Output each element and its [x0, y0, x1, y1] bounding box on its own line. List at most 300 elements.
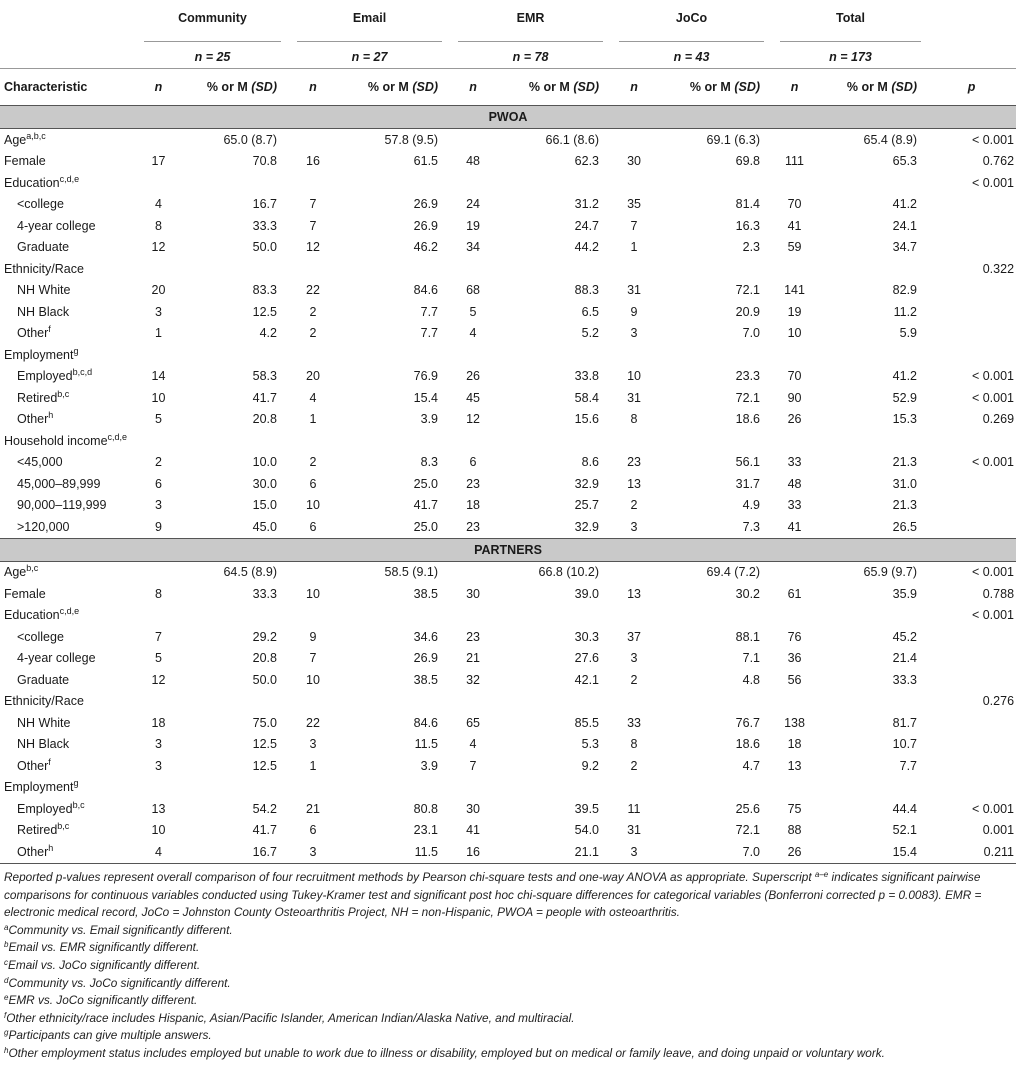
cell-n: 59 [787, 240, 802, 255]
cell-pct [181, 172, 289, 194]
row-label-superscript: b,c [57, 388, 70, 399]
cell-n: 3 [155, 758, 162, 773]
row-label-text: <college [17, 197, 64, 212]
cell-n: 2 [155, 455, 162, 470]
cell-p-value [929, 495, 1016, 517]
cell-n [136, 430, 181, 452]
cell-pct [337, 691, 450, 713]
cell-n: 10 [151, 390, 166, 405]
cell-n: 3 [630, 651, 638, 666]
table-row [0, 151, 1016, 173]
cell-pct [817, 605, 929, 627]
table-row [0, 841, 1016, 863]
group-size-row [0, 36, 1016, 69]
cell-pct: 16.7 [252, 197, 277, 212]
row-label-superscript: c,d,e [59, 173, 80, 184]
cell-pct [496, 430, 611, 452]
row-label-text: Employed [17, 369, 73, 384]
row-label-text: NH Black [17, 737, 70, 752]
cell-n [136, 691, 181, 713]
footnote-text: Email vs. EMR significantly different. [8, 940, 200, 955]
cell-p-value: < 0.001 [971, 390, 1015, 405]
row-label [0, 344, 136, 366]
cell-n [772, 172, 817, 194]
footnote [4, 1010, 1012, 1028]
row-label [0, 561, 136, 583]
table-row [0, 172, 1016, 194]
cell-n: 3 [611, 841, 657, 863]
cell-p-value [929, 430, 1016, 452]
cell-pct: 7.7 [899, 758, 918, 773]
cell-p-value [929, 215, 1016, 237]
cell-pct: 16.3 [735, 218, 761, 233]
row-label-text: Ethnicity/Race [4, 261, 84, 276]
cell-n: 26 [772, 841, 817, 863]
footnote-mark: c [4, 957, 8, 967]
row-label-superscript: a,b,c [26, 130, 46, 141]
footnote-mark: b [4, 940, 9, 950]
cell-n: 9 [309, 629, 317, 644]
cell-n: 8 [155, 586, 162, 601]
cell-pct: 25.7 [574, 498, 600, 513]
cell-pct: 32.9 [496, 516, 611, 538]
footnote [4, 1045, 1012, 1063]
cell-pct [496, 258, 611, 280]
cell-p-value: < 0.001 [971, 455, 1015, 470]
cell-n: 10 [306, 586, 320, 601]
footnote-mark: d [4, 975, 9, 985]
row-label-superscript: f [48, 756, 51, 767]
table-row [0, 280, 1016, 302]
row-label-text: NH Black [17, 304, 70, 319]
cell-n: 3 [630, 326, 638, 341]
cell-n: 45 [466, 390, 480, 405]
footnote-mark: e [4, 993, 9, 1003]
cell-pct: 65.0 (8.7) [223, 132, 277, 147]
cell-pct [817, 344, 929, 366]
table-row [0, 755, 1016, 777]
row-label [0, 734, 136, 756]
cell-n: 70 [787, 197, 802, 212]
cell-p-value [929, 648, 1016, 670]
cell-pct: 72.1 [735, 390, 761, 405]
cell-n: 26 [466, 369, 480, 384]
cell-pct: 38.5 [413, 586, 439, 601]
cell-n: 31 [627, 283, 641, 298]
cell-p-value [929, 280, 1016, 302]
cell-pct: 30.0 [252, 476, 277, 491]
cell-pct [181, 344, 289, 366]
cell-n [611, 430, 657, 452]
cell-pct: 5.3 [581, 737, 600, 752]
cell-pct: 10.7 [892, 737, 918, 752]
row-label-text: Other [17, 412, 49, 427]
cell-pct: 41.7 [413, 498, 439, 513]
cell-n: 68 [466, 283, 480, 298]
cell-p-value: < 0.001 [971, 801, 1015, 816]
row-label [0, 648, 136, 670]
cell-n: 10 [787, 326, 802, 341]
cell-pct: 15.3 [892, 412, 918, 427]
row-label [0, 366, 136, 388]
cell-p-value: < 0.001 [971, 565, 1015, 580]
cell-p-value: 0.788 [982, 586, 1015, 601]
cell-n: 41 [772, 516, 817, 538]
cell-p-value [929, 669, 1016, 691]
cell-n [611, 344, 657, 366]
table-row [0, 583, 1016, 605]
table-row [0, 215, 1016, 237]
group-size-emr: n = 78 [450, 36, 611, 69]
cell-pct: 26.9 [413, 218, 439, 233]
cell-pct: 12.5 [252, 304, 277, 319]
cell-p-value [929, 194, 1016, 216]
cell-pct: 21.1 [496, 841, 611, 863]
cell-pct: 26.9 [413, 651, 439, 666]
cell-n: 21 [306, 801, 320, 816]
table-row [0, 777, 1016, 799]
row-label [0, 495, 136, 517]
column-header-pct: % or M (SD) [496, 69, 611, 106]
footnote-text: Other ethnicity/race includes Hispanic, Asian/Pacific Islander, American Indian/Alaska Native, and multiracial. [6, 1010, 575, 1025]
table-row [0, 712, 1016, 734]
group-name-email: Email [352, 11, 387, 25]
cell-pct: 11.5 [414, 737, 439, 752]
cell-n: 7 [309, 218, 317, 233]
cell-p-value [929, 626, 1016, 648]
footnote [4, 1027, 1012, 1045]
cell-n: 23 [466, 476, 480, 491]
row-label [0, 258, 136, 280]
cell-pct [657, 344, 772, 366]
cell-pct: 12.5 [252, 737, 277, 752]
cell-p-value [929, 712, 1016, 734]
cell-n: 30 [627, 154, 641, 169]
cell-pct: 5.9 [899, 326, 918, 341]
cell-n: 61 [787, 586, 802, 601]
row-label [0, 172, 136, 194]
row-label [0, 516, 136, 538]
cell-n: 6 [309, 823, 317, 838]
group-name-row [0, 0, 1016, 36]
cell-pct: 24.1 [892, 218, 918, 233]
cell-pct: 25.0 [337, 516, 450, 538]
cell-n: 9 [630, 304, 638, 319]
row-label-text: Other [17, 326, 49, 341]
cell-pct: 16.7 [181, 841, 289, 863]
row-label-text: Female [4, 154, 46, 169]
cell-pct: 4.8 [742, 672, 761, 687]
column-header-n: n [611, 69, 657, 106]
cell-pct: 3.9 [420, 412, 439, 427]
cell-pct [181, 691, 289, 713]
cell-n: 23 [466, 629, 480, 644]
cell-pct: 46.2 [413, 240, 439, 255]
row-label-text: Other [17, 758, 49, 773]
row-label [0, 129, 136, 151]
cell-n [450, 344, 496, 366]
header-blank [0, 0, 136, 36]
group-size-email: n = 27 [289, 36, 450, 69]
cell-pct: 81.4 [735, 197, 761, 212]
cell-pct: 50.0 [252, 672, 277, 687]
header-blank [929, 36, 1016, 69]
cell-p-value: 0.001 [982, 823, 1015, 838]
cell-n [136, 605, 181, 627]
cell-pct: 7.0 [657, 841, 772, 863]
cell-n [136, 129, 181, 151]
row-label-text: NH White [17, 715, 71, 730]
cell-n: 16 [306, 154, 320, 169]
table-row [0, 452, 1016, 474]
table-row [0, 366, 1016, 388]
cell-pct: 72.1 [735, 823, 761, 838]
cell-n: 41 [787, 218, 802, 233]
cell-pct [817, 691, 929, 713]
cell-pct: 69.8 [735, 154, 761, 169]
cell-n [450, 258, 496, 280]
cell-n [450, 691, 496, 713]
column-header-pct: % or M (SD) [181, 69, 289, 106]
cell-n: 75 [787, 801, 802, 816]
cell-n: 2 [630, 498, 638, 513]
cell-pct: 25.0 [413, 476, 439, 491]
cell-n [289, 777, 337, 799]
cell-pct: 33.3 [892, 672, 918, 687]
cell-pct: 21.3 [892, 455, 918, 470]
cell-n [450, 430, 496, 452]
cell-n [136, 344, 181, 366]
cell-pct: 21.4 [892, 651, 918, 666]
footnote-list [4, 922, 1012, 1063]
cell-pct: 56.1 [735, 455, 761, 470]
cell-pct: 29.2 [252, 629, 277, 644]
cell-n: 13 [627, 586, 641, 601]
cell-pct [496, 344, 611, 366]
row-label-text: Female [4, 586, 46, 601]
cell-pct: 8.6 [581, 455, 600, 470]
cell-n: 37 [627, 629, 641, 644]
cell-pct: 20.9 [735, 304, 761, 319]
cell-n [289, 605, 337, 627]
cell-p-value [929, 323, 1016, 345]
cell-pct [337, 172, 450, 194]
row-label-text: >120,000 [17, 519, 70, 534]
row-label-text: 4-year college [17, 218, 96, 233]
table-row [0, 301, 1016, 323]
cell-n [611, 605, 657, 627]
cell-n: 35 [627, 197, 641, 212]
cell-n: 6 [289, 516, 337, 538]
cell-pct: 15.6 [574, 412, 600, 427]
cell-pct [817, 777, 929, 799]
row-label-text: Education [4, 608, 60, 623]
cell-n: 16 [450, 841, 496, 863]
cell-pct: 7.3 [657, 516, 772, 538]
cell-n [772, 691, 817, 713]
row-label-text: Household income [4, 433, 108, 448]
cell-pct: 44.4 [892, 801, 918, 816]
cell-n [611, 561, 657, 583]
row-label [0, 820, 136, 842]
cell-pct: 52.9 [892, 390, 918, 405]
cell-n: 141 [784, 283, 805, 298]
cell-n: 10 [306, 672, 320, 687]
cell-pct: 39.5 [574, 801, 600, 816]
cell-n: 8 [630, 737, 638, 752]
row-label-superscript: h [48, 410, 54, 421]
row-label-text: 4-year college [17, 651, 96, 666]
cell-pct: 7.7 [420, 304, 439, 319]
cell-n: 20 [151, 283, 166, 298]
footnote [4, 975, 1012, 993]
cell-pct: 58.3 [252, 369, 277, 384]
cell-pct: 20.8 [252, 412, 277, 427]
cell-pct: 54.2 [252, 801, 277, 816]
cell-pct: 33.3 [252, 586, 277, 601]
cell-n: 7 [155, 629, 162, 644]
cell-pct: 39.0 [574, 586, 600, 601]
cell-n: 6 [469, 455, 477, 470]
header-blank [0, 36, 136, 69]
cell-n [450, 777, 496, 799]
cell-n [611, 691, 657, 713]
row-label [0, 669, 136, 691]
cell-pct: 35.9 [892, 586, 918, 601]
cell-p-value: < 0.001 [971, 175, 1015, 190]
cell-n: 5 [469, 304, 477, 319]
cell-pct: 72.1 [735, 283, 761, 298]
cell-n: 3 [155, 304, 162, 319]
cell-pct [181, 605, 289, 627]
footnote-mark: f [4, 1010, 7, 1020]
cell-n [772, 129, 817, 151]
table-row [0, 516, 1016, 538]
row-label [0, 712, 136, 734]
cell-pct: 7.1 [742, 651, 761, 666]
cell-pct [496, 172, 611, 194]
cell-pct: 64.5 (8.9) [223, 565, 277, 580]
footnote-mark: h [4, 1045, 9, 1055]
table-row [0, 323, 1016, 345]
cell-pct: 4.9 [742, 498, 761, 513]
table-row [0, 691, 1016, 713]
cell-n [611, 172, 657, 194]
cell-n: 5 [155, 412, 162, 427]
footnote-text: Community vs. JoCo significantly different. [8, 975, 231, 990]
cell-pct: 11.5 [337, 841, 450, 863]
footnote-mark: a [4, 922, 9, 932]
cell-pct: 23.3 [735, 369, 761, 384]
cell-pct [657, 777, 772, 799]
cell-pct: 15.4 [817, 841, 929, 863]
cell-pct [657, 430, 772, 452]
cell-n: 19 [466, 218, 480, 233]
row-label [0, 473, 136, 495]
cell-n [611, 129, 657, 151]
footnote-text: Other employment status includes employed but unable to work due to illness or disability, employed but on medical or family leave, and doing unpaid or voluntary work. [8, 1045, 885, 1060]
cell-n: 1 [309, 758, 317, 773]
cell-n [136, 561, 181, 583]
cell-n: 3 [289, 841, 337, 863]
cell-pct: 25.6 [735, 801, 761, 816]
cell-pct [337, 344, 450, 366]
cell-n: 11 [627, 801, 641, 816]
row-label-text: Education [4, 175, 60, 190]
row-label-text: Other [17, 844, 49, 859]
row-label [0, 691, 136, 713]
cell-n: 14 [151, 369, 166, 384]
cell-pct: 26.5 [817, 516, 929, 538]
cell-n: 1 [155, 326, 162, 341]
column-header-n: n [289, 69, 337, 106]
section-row [0, 106, 1016, 129]
column-header-p: p [929, 69, 1016, 106]
cell-pct [181, 258, 289, 280]
cell-n [136, 258, 181, 280]
group-name-joco: JoCo [675, 11, 708, 25]
cell-pct: 18.6 [735, 412, 761, 427]
cell-pct: 80.8 [413, 801, 439, 816]
group-size-joco: n = 43 [611, 36, 772, 69]
cell-pct: 9.2 [581, 758, 600, 773]
table-row [0, 473, 1016, 495]
cell-pct: 42.1 [574, 672, 600, 687]
cell-p-value [929, 344, 1016, 366]
cell-p-value: 0.211 [929, 841, 1016, 863]
row-label-superscript: g [73, 345, 79, 356]
cell-pct: 66.1 (8.6) [545, 132, 600, 147]
cell-n [289, 561, 337, 583]
cell-n: 32 [466, 672, 480, 687]
row-label-superscript: c,d,e [107, 431, 128, 442]
row-label [0, 323, 136, 345]
notes-main: Reported p-values represent overall comparison of four recruitment methods by Pearson chi-square tests and one-way ANOVA as appropriate. Superscript $^{a-e}$ indicates significant pairwise comparisons for continuous variables conducted using Tukey-Kramer test and significant post hoc chi-square differences for categorical variables (Bonferroni corrected p = 0.0083). EMR = electronic medical record, JoCo = Johnston County Osteoarthritis Project, NH = non-Hispanic, PWOA = people with osteoarthritis. [4, 870, 982, 920]
cell-p-value [929, 237, 1016, 259]
cell-pct: 44.2 [574, 240, 600, 255]
group-name-community: Community [178, 11, 247, 25]
row-label-text: Ethnicity/Race [4, 694, 84, 709]
cell-pct: 85.5 [574, 715, 600, 730]
cell-pct: 12.5 [252, 758, 277, 773]
cell-n: 70 [787, 369, 802, 384]
cell-pct [496, 605, 611, 627]
footnote-text: EMR vs. JoCo significantly different. [8, 993, 198, 1008]
row-label-text: Graduate [17, 240, 70, 255]
cell-n [772, 561, 817, 583]
table-row [0, 561, 1016, 583]
cell-pct: 7.0 [742, 326, 761, 341]
cell-pct [337, 430, 450, 452]
cell-pct: 84.6 [413, 715, 439, 730]
cell-n: 30 [466, 801, 480, 816]
cell-pct: 7.7 [420, 326, 439, 341]
cell-n: 19 [787, 304, 802, 319]
row-label [0, 194, 136, 216]
footnote [4, 939, 1012, 957]
cell-p-value [929, 473, 1016, 495]
cell-n: 7 [309, 197, 317, 212]
cell-n: 7 [309, 651, 317, 666]
cell-n: 3 [155, 498, 162, 513]
cell-pct: 83.3 [252, 283, 277, 298]
table-row [0, 344, 1016, 366]
cell-pct: 33.3 [252, 218, 277, 233]
row-label-text: Age [4, 132, 27, 147]
cell-pct [181, 777, 289, 799]
cell-pct [337, 777, 450, 799]
cell-pct: 18.6 [735, 737, 761, 752]
